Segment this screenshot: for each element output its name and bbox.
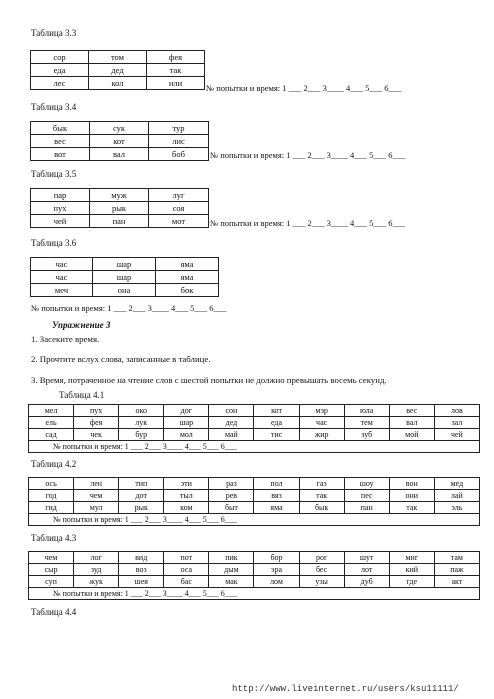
table-cell: год [29,490,74,502]
table-cell: оса [164,564,209,576]
exercise-title: Упражнение 3 [52,320,111,330]
table-cell: дым [209,564,254,576]
table-cell: сыр [29,564,74,576]
exercise-step: 3. Время, потраченное на чтение слов с шестой попытки не должно превышать восемь секунд. [31,375,387,385]
table-cell: кий [389,564,434,576]
table-cell: ось [29,478,74,490]
exercise-step: 1. Засеките время. [31,334,100,344]
caption-table-3-6: Таблица 3.6 [31,238,77,248]
table-cell: вес [389,405,434,417]
table-cell: лен [74,478,119,490]
attempt-time-note: № попытки и время: 1 ___ 2___ 3____ 4___ 5___ 6___ [29,588,480,600]
table-cell: так [389,502,434,514]
table-row [29,429,480,441]
table-cell: еда [31,64,89,77]
table-cell: вяз [254,490,299,502]
attempt-time-note: № попытки и время: 1 ___ 2___ 3____ 4___ 5___ 6___ [210,150,406,160]
table-4-1 [28,404,480,453]
table-cell: муж [90,189,149,202]
table-row [31,284,219,297]
table-cell: рог [299,552,344,564]
table-cell: вал [90,148,149,161]
table-cell: мой [389,429,434,441]
table-cell: паж [434,564,479,576]
table-cell: жир [299,429,344,441]
table-cell: мул [74,502,119,514]
table-cell: эти [164,478,209,490]
table-cell: там [434,552,479,564]
table-cell: пес [344,490,389,502]
table-cell: око [119,405,164,417]
table-cell: тем [344,417,389,429]
table-cell: тур [149,122,209,135]
table-cell: лот [344,564,389,576]
table-cell: лог [74,552,119,564]
table-cell: бас [164,576,209,588]
attempt-time-note: № попытки и время: 1 ___ 2___ 3____ 4___ 5___ 6___ [29,441,480,453]
table-cell: эль [434,502,479,514]
table-cell: бор [254,552,299,564]
table-cell: май [209,429,254,441]
table-row [31,258,219,271]
table-row [29,478,480,490]
table-row [29,564,480,576]
table-row [31,77,205,90]
table-cell: мот [149,215,209,228]
table-cell: тип [119,478,164,490]
table-cell: миг [389,552,434,564]
caption-table-3-4: Таблица 3.4 [31,102,77,112]
table-cell: тыл [164,490,209,502]
caption-table-4-2: Таблица 4.2 [31,459,77,469]
table-cell: дед [209,417,254,429]
table-cell: бык [31,122,90,135]
table-cell: юла [344,405,389,417]
table-cell: пик [209,552,254,564]
table-cell: пот [164,552,209,564]
table-cell: чек [74,429,119,441]
table-cell: кот [254,405,299,417]
table-cell: дуб [344,576,389,588]
table-cell: так [147,64,205,77]
table-cell: чей [434,429,479,441]
table-4-2 [28,477,480,526]
table-cell: зуб [344,429,389,441]
table-cell: они [389,490,434,502]
table-cell: пан [344,502,389,514]
table-cell: воз [119,564,164,576]
attempt-time-note: № попытки и время: 1 ___ 2___ 3____ 4___ 5___ 6___ [29,514,480,526]
table-cell: час [31,258,93,271]
table-cell: кол [89,77,147,90]
table-cell: дог [164,405,209,417]
table-cell: фея [147,51,205,64]
table-cell: луг [149,189,209,202]
attempt-row [29,588,480,600]
table-cell: мэр [299,405,344,417]
table-cell: суп [29,576,74,588]
table-cell: дед [89,64,147,77]
table-cell: вал [389,417,434,429]
table-row [29,417,480,429]
table-cell: или [147,77,205,90]
table-row [29,502,480,514]
table-cell: яма [156,258,219,271]
table-cell: бык [299,502,344,514]
table-cell: кот [90,135,149,148]
table-cell: рык [90,202,149,215]
table-cell: лай [434,490,479,502]
table-cell: боб [149,148,209,161]
table-cell: рык [119,502,164,514]
table-row [29,490,480,502]
table-row [29,576,480,588]
table-row [31,202,209,215]
table-row [31,215,209,228]
table-cell: сон [209,405,254,417]
table-cell: пан [90,215,149,228]
table-cell: где [389,576,434,588]
table-cell: лис [149,135,209,148]
table-cell: лов [434,405,479,417]
table-cell: шар [164,417,209,429]
table-cell: эра [254,564,299,576]
table-3-4 [30,121,209,161]
caption-table-3-5: Таблица 3.5 [31,169,77,179]
table-cell: пар [31,189,90,202]
table-cell: жук [74,576,119,588]
caption-table-4-4: Таблица 4.4 [31,607,77,617]
table-3-5 [30,188,209,228]
table-row [31,51,205,64]
table-cell: мел [29,405,74,417]
table-cell: зал [434,417,479,429]
table-cell: сор [31,51,89,64]
table-cell: бес [299,564,344,576]
table-row [31,148,209,161]
caption-table-4-3: Таблица 4.3 [31,533,77,543]
table-cell: пух [74,405,119,417]
table-4-3 [28,551,480,600]
attempt-time-note: № попытки и время: 1 ___ 2___ 3____ 4___ 5___ 6___ [206,83,402,93]
table-cell: пол [254,478,299,490]
table-cell: соя [149,202,209,215]
table-cell: вот [31,148,90,161]
table-cell: лес [31,77,89,90]
table-cell: гид [29,502,74,514]
table-cell: шоу [344,478,389,490]
caption-table-3-3: Таблица 3.3 [31,28,77,38]
table-row [29,405,480,417]
table-cell: быт [209,502,254,514]
table-cell: раз [209,478,254,490]
table-cell: узы [299,576,344,588]
table-cell: дот [119,490,164,502]
table-cell: вес [31,135,90,148]
exercise-step: 2. Прочтите вслух слова, записанные в таблице. [31,354,211,364]
table-cell: тис [254,429,299,441]
table-row [31,271,219,284]
table-cell: лом [254,576,299,588]
footer-url: http://www.liveinternet.ru/users/ksu11111/ [232,684,459,694]
table-cell: сад [29,429,74,441]
table-cell: акт [434,576,479,588]
attempt-row [29,441,480,453]
table-cell: так [299,490,344,502]
table-row [31,135,209,148]
table-cell: ель [29,417,74,429]
table-cell: чей [31,215,90,228]
table-3-6 [30,257,219,297]
table-cell: зуд [74,564,119,576]
table-cell: вон [389,478,434,490]
table-cell: лук [119,417,164,429]
table-cell: чем [29,552,74,564]
table-cell: мол [164,429,209,441]
table-row [31,189,209,202]
table-cell: час [299,417,344,429]
table-cell: шар [93,271,156,284]
table-cell: газ [299,478,344,490]
table-cell: еда [254,417,299,429]
table-cell: сук [90,122,149,135]
table-cell: ком [164,502,209,514]
table-row [31,64,205,77]
caption-table-4-1: Таблица 4.1 [59,390,105,400]
table-cell: вид [119,552,164,564]
table-cell: том [89,51,147,64]
table-cell: чем [74,490,119,502]
table-cell: рев [209,490,254,502]
attempt-row [29,514,480,526]
table-cell: час [31,271,93,284]
table-3-3 [30,50,205,90]
table-row [29,552,480,564]
table-cell: шея [119,576,164,588]
table-cell: шар [93,258,156,271]
table-cell: яма [254,502,299,514]
table-cell: она [93,284,156,297]
table-cell: бок [156,284,219,297]
table-cell: пух [31,202,90,215]
table-row [31,122,209,135]
table-cell: мак [209,576,254,588]
table-cell: фея [74,417,119,429]
table-cell: бур [119,429,164,441]
attempt-time-note: № попытки и время: 1 ___ 2___ 3____ 4___ 5___ 6___ [31,303,227,313]
table-cell: мед [434,478,479,490]
table-cell: шут [344,552,389,564]
table-cell: яма [156,271,219,284]
attempt-time-note: № попытки и время: 1 ___ 2___ 3____ 4___ 5___ 6___ [210,218,406,228]
table-cell: меч [31,284,93,297]
